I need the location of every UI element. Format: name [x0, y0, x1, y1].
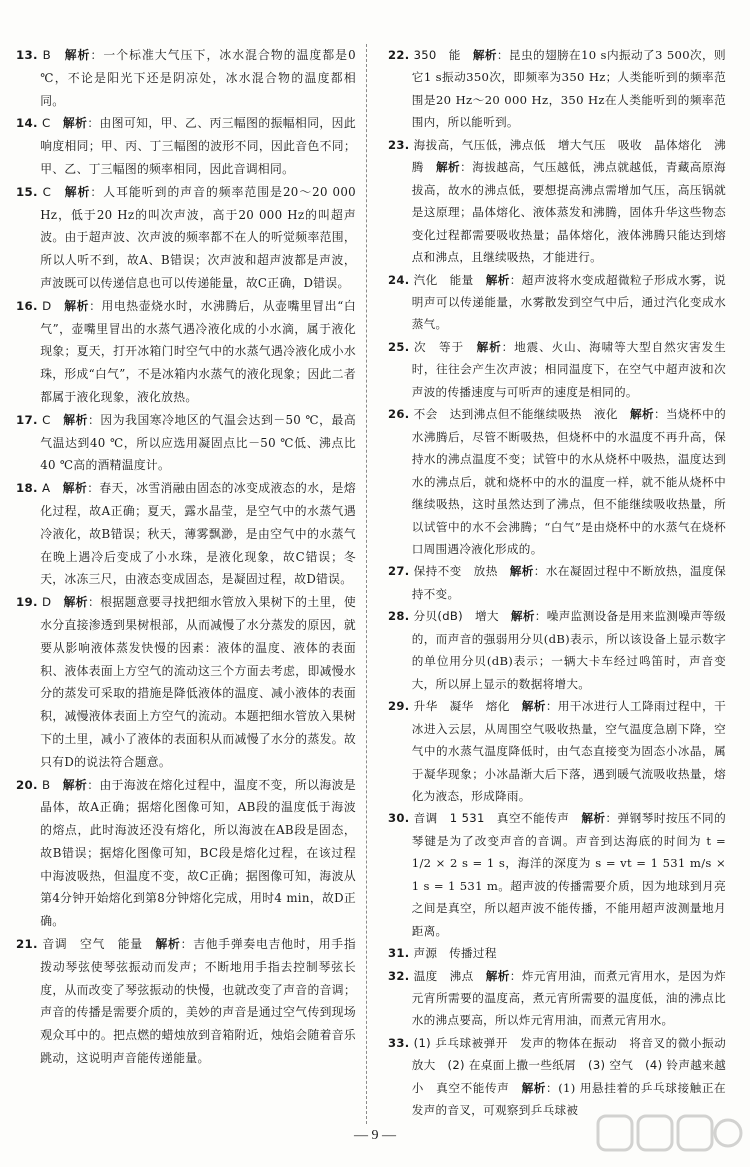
- item-number: 13.: [16, 48, 38, 62]
- right-column: [388, 44, 726, 1122]
- analysis-label: 解析: [521, 699, 546, 714]
- analysis-label: 解析: [64, 298, 90, 313]
- analysis-text: 炸元宵用油，而煮元宵用水，是因为炸元宵所需要的温度高，煮元宵所需要的温度低，油的沸点比水的沸点要高，所以炸元宵用油，而煮元宵用水。: [411, 968, 726, 1028]
- item-number: 30.: [388, 811, 410, 826]
- answer-item: 17. C 解析：因为我国寒冷地区的气温会达到－50 ℃，最高气温达到40 ℃，所以应选用凝固点比－50 ℃低、沸点比40 ℃高的酒精温度计。: [16, 412, 356, 473]
- answer-item: 29. 升华 凝华 熔化 解析：用干冰进行人工降雨过程中，干冰进入云层，从周围空气吸收热量，空气温度急剧下降，空气中的水蒸气温度降低时，由气态直接变为固态小冰晶，属于凝华现象；小冰晶渐大后下落，遇到暖气流吸收热量，熔化为液态，形成降雨。: [388, 699, 726, 803]
- item-answer: (1) 乒乓球被弹开 发声的物体在振动 将音叉的微小振动放大 (2) 在桌面上撒一些纸屑 (3) 空气 (4) 铃声越来越小 真空不能传声: [411, 1035, 726, 1095]
- analysis-text: 用干冰进行人工降雨过程中，干冰进入云层，从周围空气吸收热量，空气温度急剧下降，空气中的水蒸气温度降低时，由气态直接变为固态小冰晶，属于凝华现象；小冰晶渐大后下落，遇到暖气流吸收热量，熔化为液态，形成降雨。: [411, 699, 726, 803]
- analysis-text: 水在凝固过程中不断放热，温度保持不变。: [411, 564, 726, 601]
- item-number: 15.: [16, 184, 38, 199]
- item-number: 31.: [388, 946, 410, 961]
- analysis-text: 当烧杯中的水沸腾后，尽管不断吸热，但烧杯中的水温度不再升高，保持水的沸点温度不变；试管中的水从烧杯中吸热，温度达到水的沸点后，就和烧杯中的水的温度一样，就不能从烧杯中继续吸热，这时虽然达到了沸点，但不能继续吸收热量，所以试管中的水不会沸腾；“白气”是由烧杯中的水蒸气在烧杯口周围遇冷液化形成的。: [411, 407, 726, 556]
- item-number: 28.: [388, 609, 410, 624]
- analysis-label: 解析: [64, 184, 91, 199]
- answer-item: 30. 音调 1 531 真空不能传声 解析：弹钢琴时按压不同的琴键是为了改变声音的音调。声音到达海底的时间为 t = 1/2 × 2 s = 1 s，海洋的深度为 s = vt = 1 531 m/s × 1 s = 1 531 m。超声波的传播需要介质，因为地球到月亮之间是真空，所以超声波不能传播，不能用超声波测量地月距离。: [388, 811, 726, 938]
- analysis-label: 解析: [629, 407, 654, 422]
- analysis-label: 解析: [476, 339, 502, 354]
- answer-item: [388, 942, 726, 964]
- item-number: 26.: [388, 407, 410, 422]
- analysis-text: 噪声监测设备是用来监测噪声等级的，而声音的强弱用分贝(dB)表示，所以该设备上显示数字的单位用分贝(dB)表示；一辆大卡车经过鸣笛时，声音变大，所以屏上显示的数据将增大。: [411, 609, 726, 691]
- item-answer: D: [41, 595, 52, 610]
- item-number: 17.: [16, 412, 38, 427]
- item-answer: A: [42, 481, 51, 496]
- item-answer: B: [42, 48, 52, 62]
- analysis-label: 解析: [62, 116, 88, 131]
- answer-item: 22. 350 能 解析：昆虫的翅膀在10 s内振动了3 500次，则它1 s振动350次，即频率为350 Hz；人类能听到的频率范围是20 Hz～20 000 Hz，350 Hz在人类能听到的频率范围内，所以能听到。: [388, 48, 726, 130]
- item-number: 20.: [16, 777, 38, 792]
- answer-item: 18. A 解析：春天，冰雪消融由固态的冰变成液态的水，是熔化过程，故A正确；夏天，露水晶莹，是空气中的水蒸气遇冷液化，故B错误；秋天，薄雾飘渺，是由空气中的水蒸气在晚上遇冷后变成了小水珠，是液化现象，故C错误；冬天，冰冻三尺，由液态变成固态，是凝固过程，故D错误。: [16, 481, 356, 587]
- analysis-label: 解析: [485, 272, 510, 287]
- item-answer: 不会 达到沸点但不能继续吸热 液化: [413, 407, 618, 422]
- answer-item: 24. 汽化 能量 解析：超声波将水变成超微粒子形成水雾，说明声可以传递能量，水雾散发到空气中后，通过汽化变成水蒸气。: [388, 272, 726, 332]
- item-number: 22.: [388, 48, 410, 62]
- item-number: 21.: [16, 937, 38, 952]
- item-answer: 温度 沸点: [413, 968, 474, 983]
- analysis-label: 解析: [63, 595, 88, 610]
- item-answer: 次 等于: [414, 339, 465, 354]
- item-answer: C: [42, 412, 51, 427]
- answer-item: 14. C 解析：由图可知，甲、乙、丙三幅图的振幅相同，因此响度相同；甲、丙、丁三幅图的波形不同，因此音色不同；甲、乙、丁三幅图的频率相同，因此音调相同。: [16, 116, 356, 176]
- answer-item: 26. 不会 达到沸点但不能继续吸热 液化 解析：当烧杯中的水沸腾后，尽管不断吸热，但烧杯中的水温度不再升高，保持水的沸点温度不变；试管中的水从烧杯中吸热，温度达到水的沸点后，就和烧杯中的水的温度一样，就不能从烧杯中继续吸热，这时虽然达到了沸点，但不能继续吸收热量，所以试管中的水不会沸腾；“白气”是由烧杯中的水蒸气在烧杯口周围遇冷液化形成的。: [388, 407, 726, 556]
- item-answer: C: [42, 184, 52, 199]
- analysis-text: 根据题意要寻找把细水管放入果树下的土里，使水分直接渗透到果树根部，从而减慢了水分蒸发的原因，就要从影响液体蒸发快慢的因素：液体的温度、液体的表面积、液体表面上方空气的流动这三个方面去考虑，即减慢水分的蒸发可采取的措施是降低液体的温度、减小液体的表面积，减慢液体表面上方空气的流动。本题把细水管放入果树下的土里，减小了液体的表面积从而减慢了水分的蒸发。故只有D的说法符合题意。: [40, 595, 356, 769]
- watermark-logo-icon: [594, 1112, 744, 1162]
- item-answer: 分贝(dB) 增大: [413, 609, 499, 624]
- item-number: 14.: [16, 116, 38, 131]
- item-number: 29.: [388, 699, 410, 714]
- analysis-label: 解析: [155, 937, 181, 952]
- item-number: 24.: [388, 272, 410, 287]
- page-number: — 9 —: [354, 1128, 396, 1143]
- item-number: 16.: [16, 298, 38, 313]
- analysis-text: 由图可知，甲、乙、丙三幅图的振幅相同，因此响度相同；甲、丙、丁三幅图的波形不同，因此音色不同；甲、乙、丁三幅图的频率相同，因此音调相同。: [40, 116, 356, 176]
- item-answer: 音调 1 531 真空不能传声: [413, 811, 570, 826]
- analysis-label: 解析: [472, 48, 497, 62]
- answer-item: 33. (1) 乒乓球被弹开 发声的物体在振动 将音叉的微小振动放大 (2) 在桌面上撒一些纸屑 (3) 空气 (4) 铃声越来越小 真空不能传声 解析：(1) 用悬挂着的乒乓球接触正在发声的音叉，可观察到乒乓球被: [388, 1035, 726, 1118]
- item-answer: D: [42, 298, 52, 313]
- answer-item: 28. 分贝(dB) 增大 解析：噪声监测设备是用来监测噪声等级的，而声音的强弱用分贝(dB)表示，所以该设备上显示数字的单位用分贝(dB)表示；一辆大卡车经过鸣笛时，声音变大，所以屏上显示的数据将增大。: [388, 609, 726, 691]
- item-number: 25.: [388, 339, 410, 354]
- analysis-label: 解析: [485, 968, 510, 983]
- item-answer: 350 能: [413, 48, 461, 62]
- analysis-text: 由于海波在熔化过程中，温度不变，所以海波是晶体，故A正确；据熔化图像可知，AB段的温度低于海波的熔点，此时海波还没有熔化，所以海波在AB段是固态，故B错误；据熔化图像可知，BC段是熔化过程，在该过程中海波吸热，但温度不变，故C正确；据图像可知，海波从第4分钟开始熔化到第8分钟熔化完成，用时4 min，故D正确。: [40, 777, 356, 929]
- item-number: 23.: [388, 137, 410, 152]
- item-answer: B: [42, 777, 51, 792]
- analysis-text: 昆虫的翅膀在10 s内振动了3 500次，则它1 s振动350次，即频率为350 Hz；人类能听到的频率范围是20 Hz～20 000 Hz，350 Hz在人类能听到的频率范围内，所以能听到。: [411, 48, 726, 130]
- analysis-label: 解析: [581, 811, 606, 826]
- answer-item: 27. 保持不变 放热 解析：水在凝固过程中不断放热，温度保持不变。: [388, 564, 726, 601]
- item-answer: C: [41, 116, 51, 131]
- analysis-text: 超声波将水变成超微粒子形成水雾，说明声可以传递能量，水雾散发到空气中后，通过汽化变成水蒸气。: [411, 272, 726, 332]
- item-answer: 音调 空气 能量: [42, 937, 143, 952]
- answer-item: 32. 温度 沸点 解析：炸元宵用油，而煮元宵用水，是因为炸元宵所需要的温度高，煮元宵所需要的温度低，油的沸点比水的沸点要高，所以炸元宵用油，而煮元宵用水。: [388, 968, 726, 1028]
- analysis-text: 人耳能听到的声音的频率范围是20～20 000 Hz，低于20 Hz的叫次声波，高于20 000 Hz的叫超声波。由于超声波、次声波的频率都不在人的听觉频率范围，所以人听不到，故A、B错误；次声波和超声波都是声波，声波既可以传递信息也可以传递能量，故C正确，D错误。: [40, 184, 356, 290]
- analysis-label: 解析: [510, 609, 535, 624]
- item-answer: 升华 凝华 熔化: [413, 699, 510, 714]
- analysis-text: 海拔越高，气压越低，沸点就越低，青藏高原海拔高，故水的沸点低，要想提高沸点需增加气压，高压锅就是这原理；晶体熔化、液体蒸发和沸腾，固体升华这些物态变化过程都需要吸收热量；晶体熔化，液体沸腾只能达到熔点和沸点，且继续吸热，才能进行。: [411, 160, 726, 265]
- analysis-label: 解析: [64, 48, 91, 62]
- analysis-text: 一个标准大气压下，冰水混合物的温度都是0 ℃，不论是阳光下还是阴凉处，冰水混合物的温度都相同。: [40, 48, 356, 108]
- analysis-label: 解析: [521, 1080, 546, 1095]
- analysis-text: 春天，冰雪消融由固态的冰变成液态的水，是熔化过程，故A正确；夏天，露水晶莹，是空气中的水蒸气遇冷液化，故B错误；秋天，薄雾飘渺，是由空气中的水蒸气在晚上遇冷后变成了小水珠，是液化现象，故C错误；冬天，冰冻三尺，由液态变成固态，是凝固过程，故D错误。: [40, 481, 356, 587]
- analysis-text: (1) 用悬挂着的乒乓球接触正在发声的音叉，可观察到乒乓球被: [411, 1080, 726, 1118]
- answer-item: 25. 次 等于 解析：地震、火山、海啸等大型自然灾害发生时，往往会产生次声波；相同温度下，在空气中超声波和次声波的传播速度与可听声的速度是相同的。: [388, 339, 727, 399]
- item-answer: 声源 传播过程: [413, 946, 497, 961]
- answer-item: 13. B 解析：一个标准大气压下，冰水混合物的温度都是0 ℃，不论是阳光下还是阴凉处，冰水混合物的温度都相同。: [16, 48, 356, 108]
- left-column: [16, 44, 356, 1070]
- item-number: 33.: [388, 1035, 410, 1050]
- analysis-text: 用电热壶烧水时，水沸腾后，从壶嘴里冒出“白气”，壶嘴里冒出的水蒸气遇冷液化成的小水滴，属于液化现象；夏天，打开冰箱门时空气中的水蒸气遇冷液化成小水珠，形成“白气”，不是冰箱内水蒸气的液化现象；因此二者都属于液化现象，液化放热。: [40, 298, 356, 404]
- analysis-text: 因为我国寒冷地区的气温会达到－50 ℃，最高气温达到40 ℃，所以应选用凝固点比－50 ℃低、沸点比40 ℃高的酒精温度计。: [40, 412, 356, 473]
- analysis-label: 解析: [509, 564, 534, 579]
- analysis-text: 地震、火山、海啸等大型自然灾害发生时，往往会产生次声波；相同温度下，在空气中超声波和次声波的传播速度与可听声的速度是相同的。: [411, 339, 727, 399]
- analysis-label: 解析: [435, 160, 461, 175]
- analysis-text: 弹钢琴时按压不同的琴键是为了改变声音的音调。声音到达海底的时间为 t = 1/2 × 2 s = 1 s，海洋的深度为 s = vt = 1 531 m/s × 1 s = 1 531 m。超声波的传播需要介质，因为地球到月亮之间是真空，所以超声波不能传播，不能用超声波测量地月距离。: [411, 811, 726, 938]
- analysis-label: 解析: [62, 481, 88, 496]
- answer-item: 20. B 解析：由于海波在熔化过程中，温度不变，所以海波是晶体，故A正确；据熔化图像可知，AB段的温度低于海波的熔点，此时海波还没有熔化，所以海波在AB段是固态，故B错误；据熔化图像可知，BC段是熔化过程，在该过程中海波吸热，但温度不变，故C正确；据图像可知，海波从第4分钟开始熔化到第8分钟熔化完成，用时4 min，故D正确。: [16, 777, 356, 929]
- item-number: 18.: [16, 481, 38, 496]
- answer-item: 15. C 解析：人耳能听到的声音的频率范围是20～20 000 Hz，低于20 Hz的叫次声波，高于20 000 Hz的叫超声波。由于超声波、次声波的频率都不在人的听觉频率范围，所以人听不到，故A、B错误；次声波和超声波都是声波，声波既可以传递信息也可以传递能量，故C正确，D错误。: [16, 184, 356, 290]
- column-divider: [366, 44, 367, 1124]
- analysis-label: 解析: [63, 412, 89, 427]
- answer-item: 21. 音调 空气 能量 解析：吉他手弹奏电吉他时，用手指拨动琴弦使琴弦振动而发声；不断地用手指去控制琴弦长度，从而改变了琴弦振动的快慢，也就改变了声音的音调；声音的传播是需要介质的，美妙的声音是通过空气传到现场观众耳中的。把点燃的蜡烛放到音箱附近，烛焰会随着音乐跳动，这说明声音能传递能量。: [16, 937, 357, 1066]
- answer-item: 19. D 解析：根据题意要寻找把细水管放入果树下的土里，使水分直接渗透到果树根部，从而减慢了水分蒸发的原因，就要从影响液体蒸发快慢的因素：液体的温度、液体的表面积、液体表面上方空气的流动这三个方面去考虑，即减慢水分的蒸发可采取的措施是降低液体的温度、减小液体的表面积，减慢液体表面上方空气的流动。本题把细水管放入果树下的土里，减小了液体的表面积从而减慢了水分的蒸发。故只有D的说法符合题意。: [16, 595, 356, 769]
- analysis-text: 吉他手弹奏电吉他时，用手指拨动琴弦使琴弦振动而发声；不断地用手指去控制琴弦长度，从而改变了琴弦振动的快慢，也就改变了声音的音调；声音的传播是需要介质的，美妙的声音是通过空气传到现场观众耳中的。把点燃的蜡烛放到音箱附近，烛焰会随着音乐跳动，这说明声音能传递能量。: [40, 937, 357, 1066]
- item-answer: 保持不变 放热: [413, 564, 498, 579]
- answer-item: 16. D 解析：用电热壶烧水时，水沸腾后，从壶嘴里冒出“白气”，壶嘴里冒出的水蒸气遇冷液化成的小水滴，属于液化现象；夏天，打开冰箱门时空气中的水蒸气遇冷液化成小水珠，形成“白气”，不是冰箱内水蒸气的液化现象；因此二者都属于液化现象，液化放热。: [16, 298, 356, 404]
- item-number: 19.: [16, 595, 38, 610]
- item-answer: 海拔高，气压低，沸点低 增大气压 吸收 晶体熔化 沸腾: [411, 137, 726, 175]
- analysis-label: 解析: [62, 777, 88, 792]
- answer-item: 23. 海拔高，气压低，沸点低 增大气压 吸收 晶体熔化 沸腾 解析：海拔越高，气压越低，沸点就越低，青藏高原海拔高，故水的沸点低，要想提高沸点需增加气压，高压锅就是这原理；晶体熔化、液体蒸发和沸腾，固体升华这些物态变化过程都需要吸收热量；晶体熔化，液体沸腾只能达到熔点和沸点，且继续吸热，才能进行。: [388, 137, 726, 265]
- item-answer: 汽化 能量: [413, 272, 474, 287]
- item-number: 32.: [388, 968, 410, 983]
- item-number: 27.: [388, 564, 410, 579]
